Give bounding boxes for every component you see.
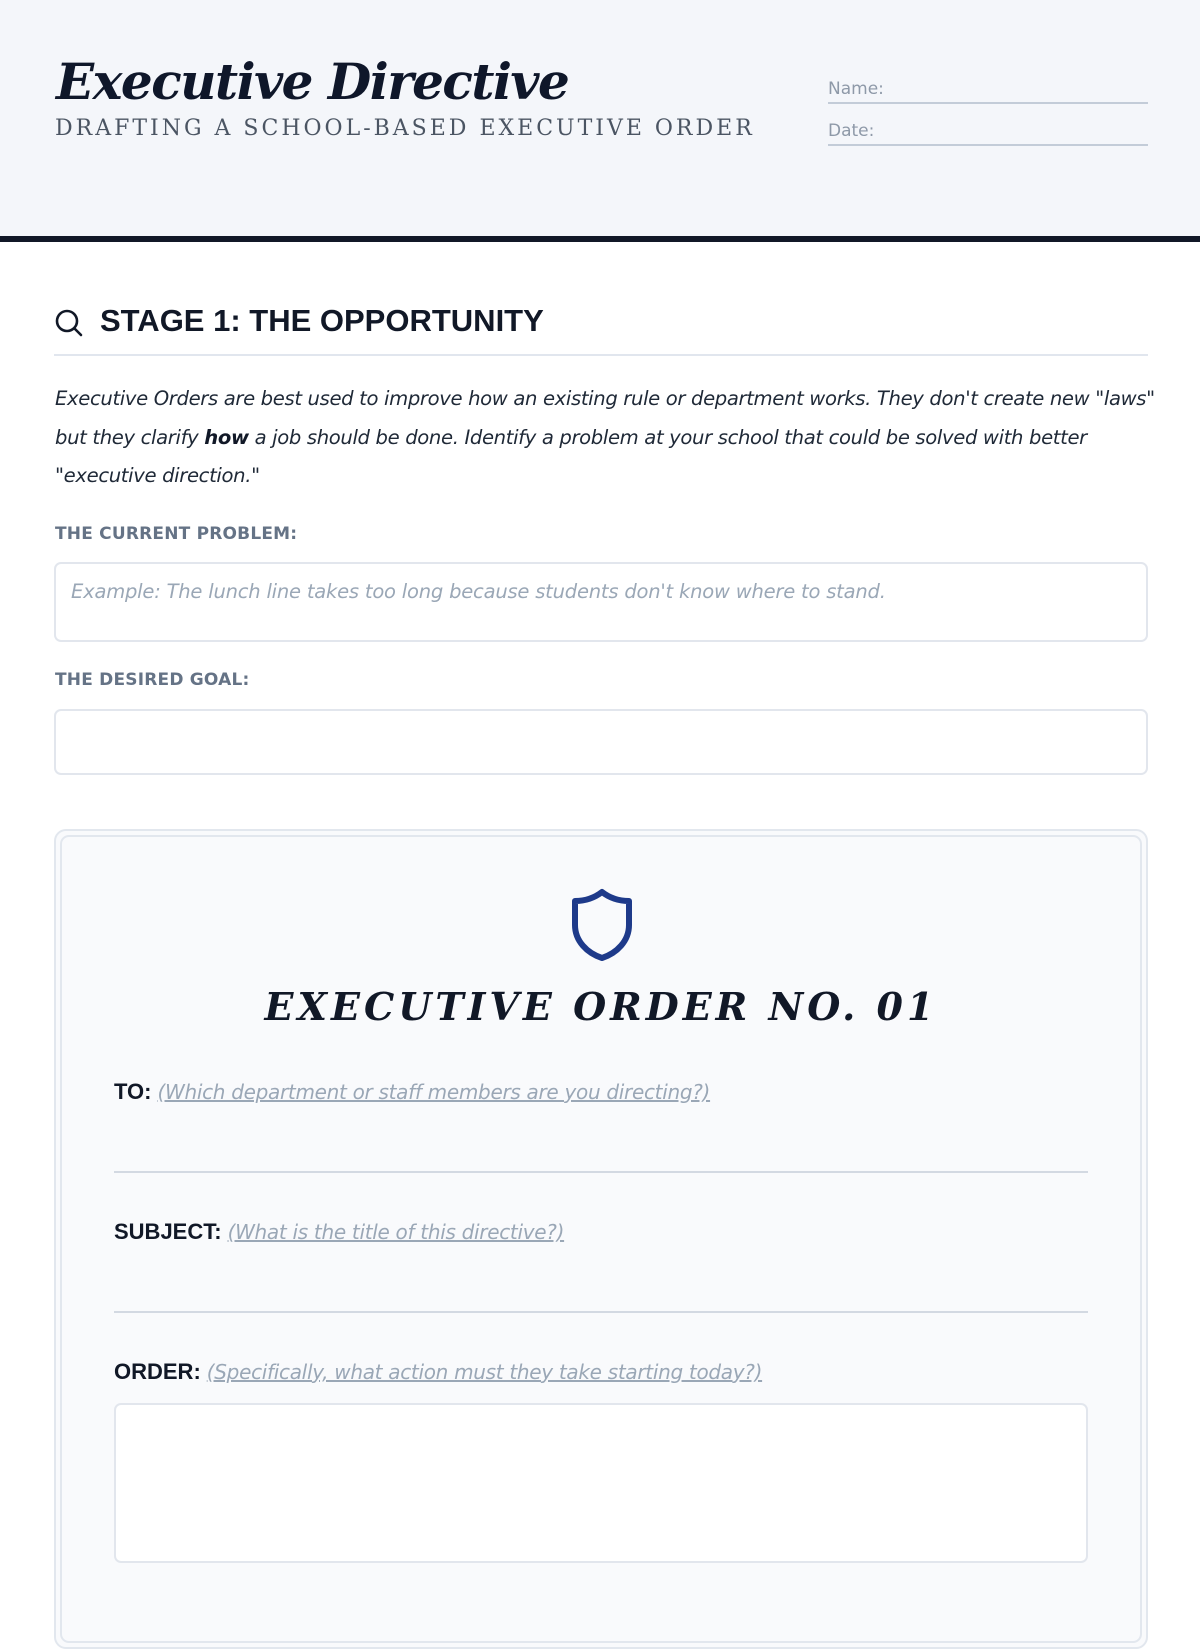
shield-icon — [569, 887, 635, 963]
order-row — [114, 1359, 762, 1385]
stage-1-title: STAGE 1: THE OPPORTUNITY — [100, 303, 544, 338]
instructions-text-continued: a job should be done. Identify a problem at your school that could be solved with better "executive direction." — [55, 425, 1087, 487]
stage-1-heading — [54, 300, 1148, 356]
order-title: EXECUTIVE ORDER NO. 01 — [264, 984, 938, 1029]
subject-hint: (What is the title of this directive?) — [227, 1220, 565, 1244]
desired-goal-label: THE DESIRED GOAL: — [55, 670, 250, 690]
executive-order-card — [54, 829, 1148, 1649]
current-problem-input[interactable] — [54, 562, 1148, 642]
current-problem-label: THE CURRENT PROBLEM: — [55, 524, 298, 544]
page-subtitle: DRAFTING A SCHOOL-BASED EXECUTIVE ORDER — [55, 116, 755, 141]
worksheet-header — [0, 0, 1200, 242]
instructions-text: Executive Orders are best used to improve how an existing rule or department works. They don't create new "laws" but they clarify — [55, 387, 1155, 449]
instructions-emphasis: how — [204, 425, 249, 449]
name-label: Name: — [828, 79, 884, 99]
date-field[interactable] — [828, 120, 1148, 146]
order-hint: (Specifically, what action must they take starting today?) — [206, 1360, 763, 1384]
order-label: ORDER: — [114, 1359, 201, 1384]
desired-goal-input[interactable] — [54, 709, 1148, 775]
stage-1-instructions — [55, 380, 1155, 496]
order-answer-box[interactable] — [114, 1403, 1088, 1563]
date-label: Date: — [828, 121, 875, 141]
page-title: Executive Directive — [56, 52, 569, 111]
subject-row — [114, 1219, 564, 1245]
name-field[interactable] — [828, 78, 1148, 104]
subject-answer-line[interactable] — [114, 1311, 1088, 1313]
to-row — [114, 1079, 710, 1105]
to-answer-line[interactable] — [114, 1171, 1088, 1173]
search-icon — [54, 308, 84, 338]
to-hint: (Which department or staff members are you directing?) — [157, 1080, 711, 1104]
current-problem-placeholder: Example: The lunch line takes too long because students don't know where to stand. — [71, 580, 886, 603]
subject-label: SUBJECT: — [114, 1219, 222, 1244]
to-label: TO: — [114, 1079, 152, 1104]
